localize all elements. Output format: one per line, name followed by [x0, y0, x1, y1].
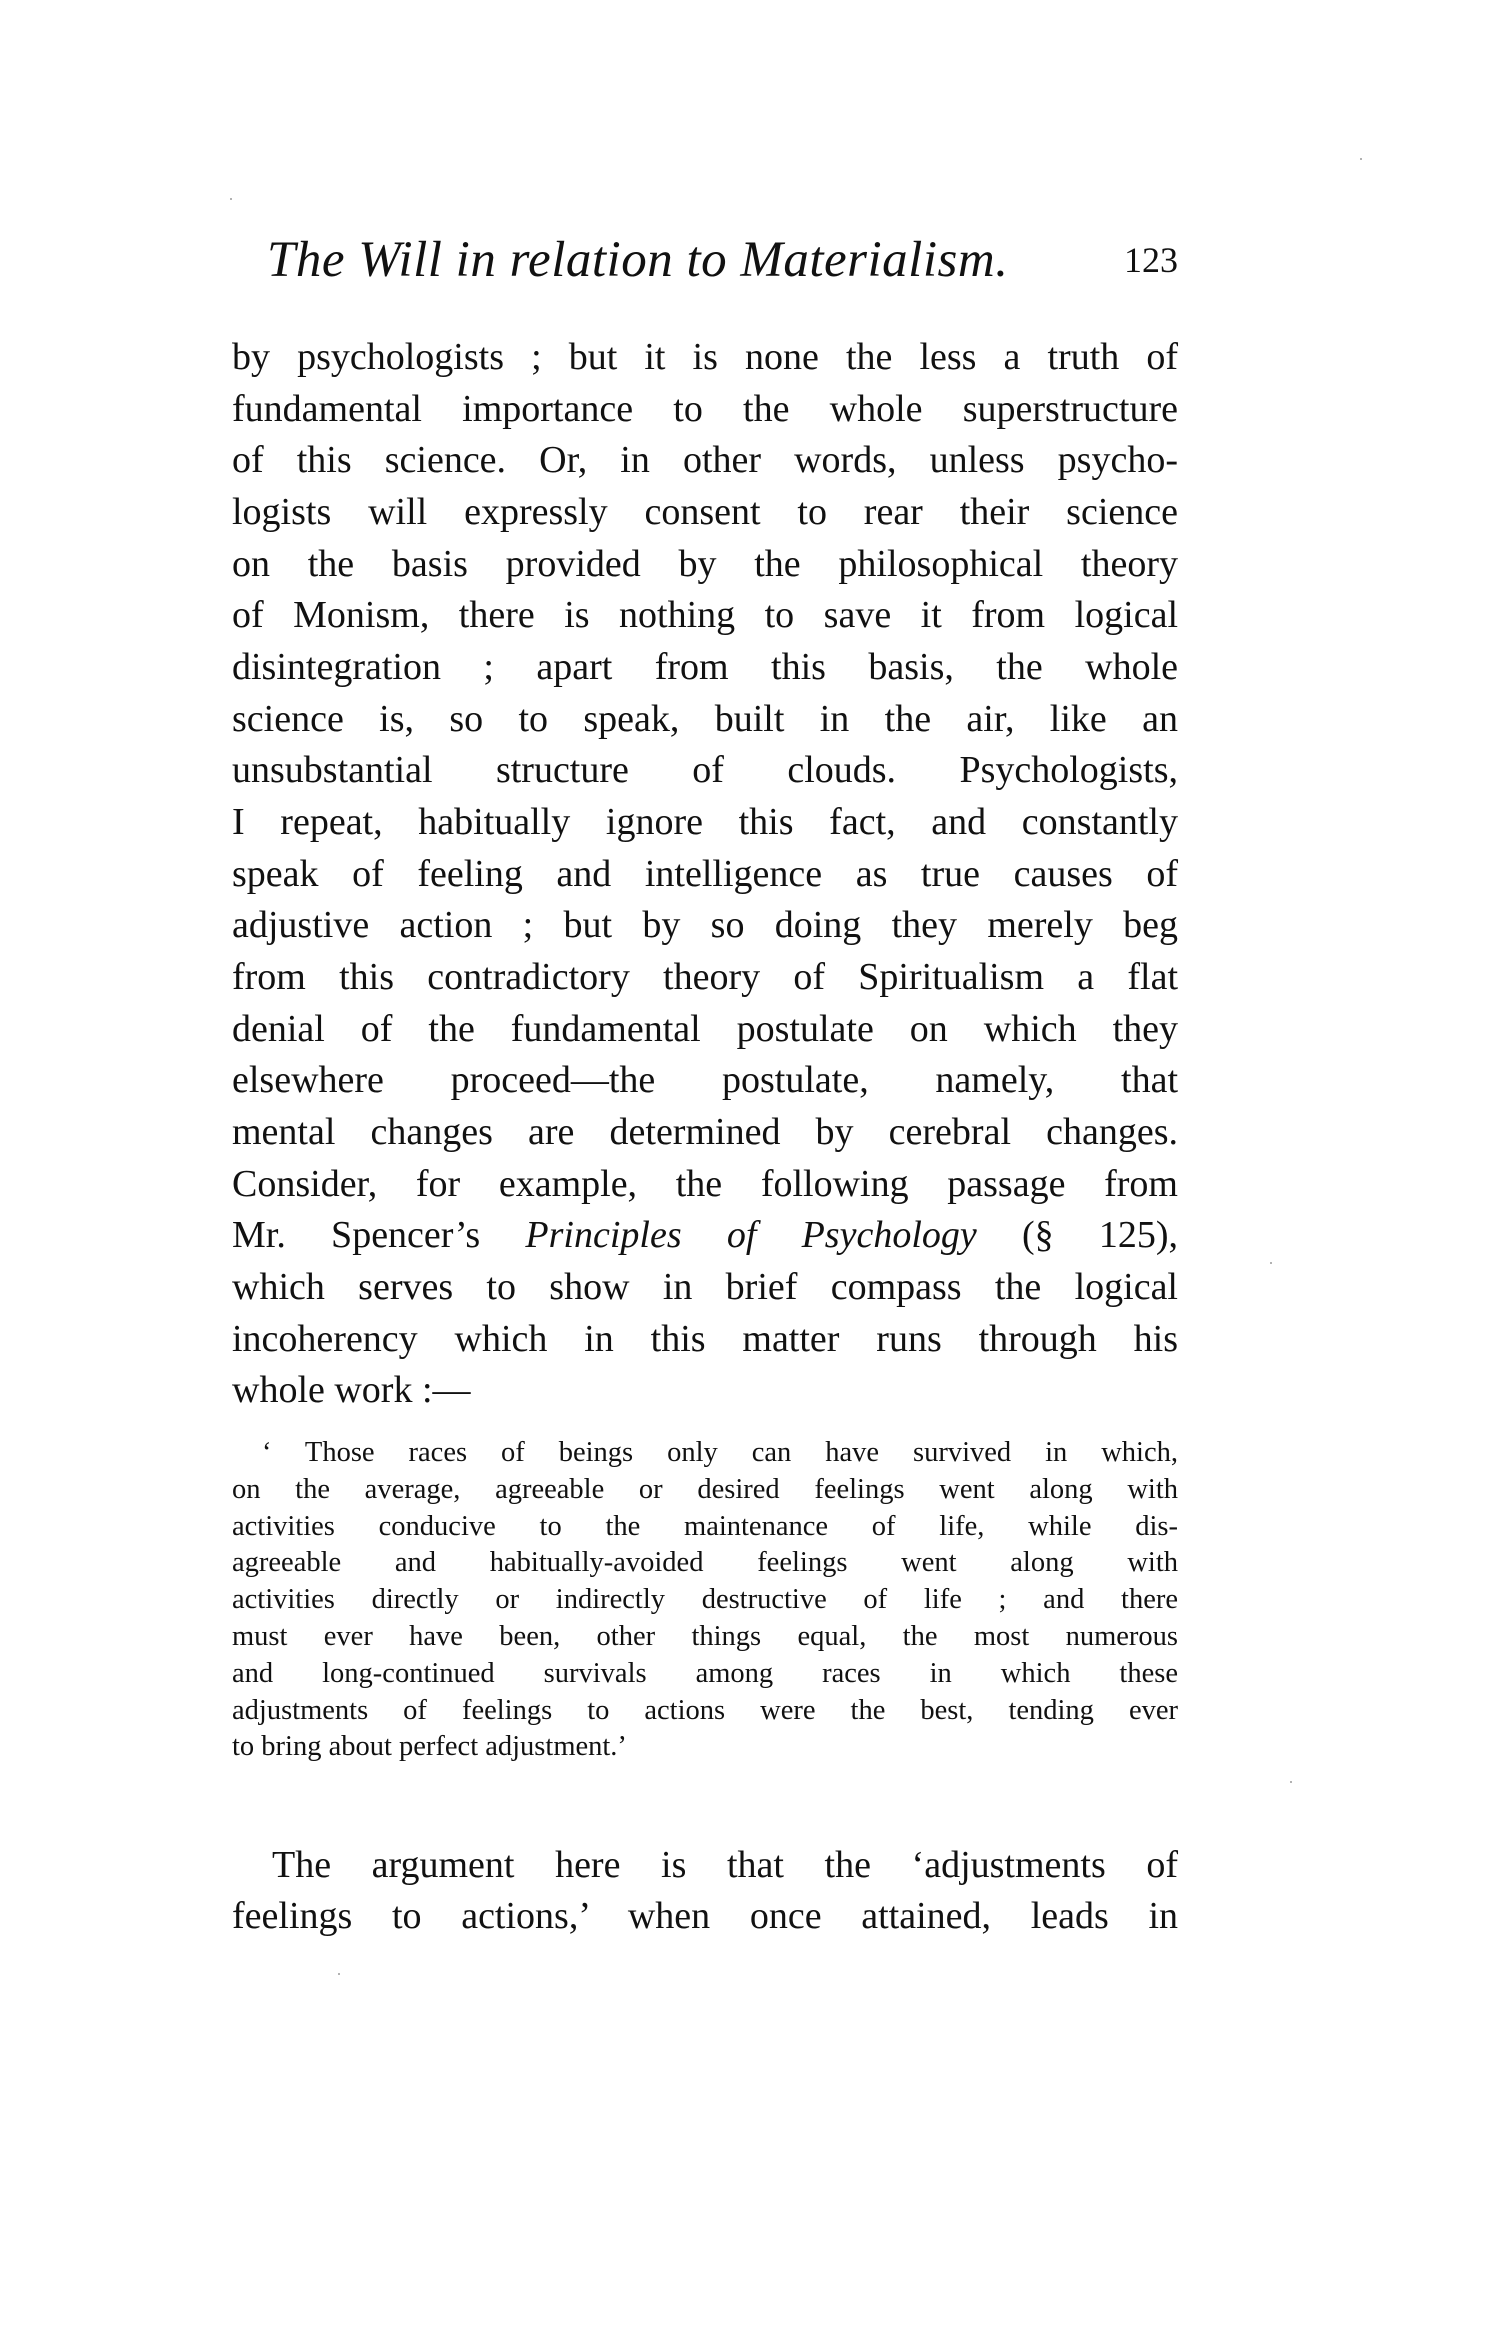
text-line: Consider, for example, the following passage from [232, 1163, 1178, 1205]
quote-line: activities directly or indirectly destructive of life ; and there [232, 1584, 1178, 1615]
text-line: speak of feeling and intelligence as true causes of [232, 853, 1178, 895]
text-line: on the basis provided by the philosophical theory [232, 543, 1178, 585]
running-header [267, 228, 1178, 292]
running-title: The Will in relation to Materialism. [267, 232, 1009, 288]
book-title-italic: Principles of Psychology [525, 1214, 977, 1256]
text-line: mental changes are determined by cerebral changes. [232, 1111, 1178, 1153]
text-line: incoherency which in this matter runs through his [232, 1318, 1178, 1360]
quote-line: and long-continued survivals among races in which these [232, 1658, 1178, 1689]
scan-speck [1290, 1781, 1292, 1783]
quote-line: activities conducive to the maintenance of life, while dis- [232, 1511, 1178, 1542]
text-line: I repeat, habitually ignore this fact, and constantly [232, 801, 1178, 843]
quote-line: agreeable and habitually-avoided feelings went along with [232, 1547, 1178, 1578]
scan-speck [338, 1973, 340, 1975]
scan-speck [230, 198, 232, 200]
text-line: adjustive action ; but by so doing they merely beg [232, 904, 1178, 946]
text-line: disintegration ; apart from this basis, the whole [232, 646, 1178, 688]
text-line: from this contradictory theory of Spiritualism a flat [232, 956, 1178, 998]
citation-author: Mr. Spencer’s [232, 1214, 481, 1256]
quote-line: ‘ Those races of beings only can have survived in which, [262, 1437, 1178, 1468]
text-line: of this science. Or, in other words, unless psycho- [232, 439, 1178, 481]
text-line: denial of the fundamental postulate on which they [232, 1008, 1178, 1050]
text-line: of Monism, there is nothing to save it from logical [232, 594, 1178, 636]
scan-speck [1270, 1262, 1272, 1264]
page-number: 123 [1124, 240, 1178, 280]
text-line: elsewhere proceed—the postulate, namely, that [232, 1059, 1178, 1101]
text-line: logists will expressly consent to rear their science [232, 491, 1178, 533]
text-line: science is, so to speak, built in the air, like an [232, 698, 1178, 740]
section-reference: (§ 125), [1021, 1214, 1179, 1256]
text-line: fundamental importance to the whole superstructure [232, 388, 1178, 430]
text-line: by psychologists ; but it is none the less a truth of [232, 336, 1178, 378]
scan-speck [1360, 158, 1362, 160]
text-line: The argument here is that the ‘adjustments of [272, 1844, 1178, 1886]
quote-line: on the average, agreeable or desired feelings went along with [232, 1474, 1178, 1505]
text-line: whole work :— [232, 1369, 471, 1411]
quote-line: must ever have been, other things equal, the most numerous [232, 1621, 1178, 1652]
text-line: unsubstantial structure of clouds. Psychologists, [232, 749, 1178, 791]
text-line-spencer-citation [232, 1209, 1178, 1261]
quote-line: adjustments of feelings to actions were the best, tending ever [232, 1695, 1178, 1726]
quote-line: to bring about perfect adjustment.’ [232, 1731, 627, 1762]
text-line: which serves to show in brief compass the logical [232, 1266, 1178, 1308]
text-line: feelings to actions,’ when once attained, leads in [232, 1895, 1178, 1937]
